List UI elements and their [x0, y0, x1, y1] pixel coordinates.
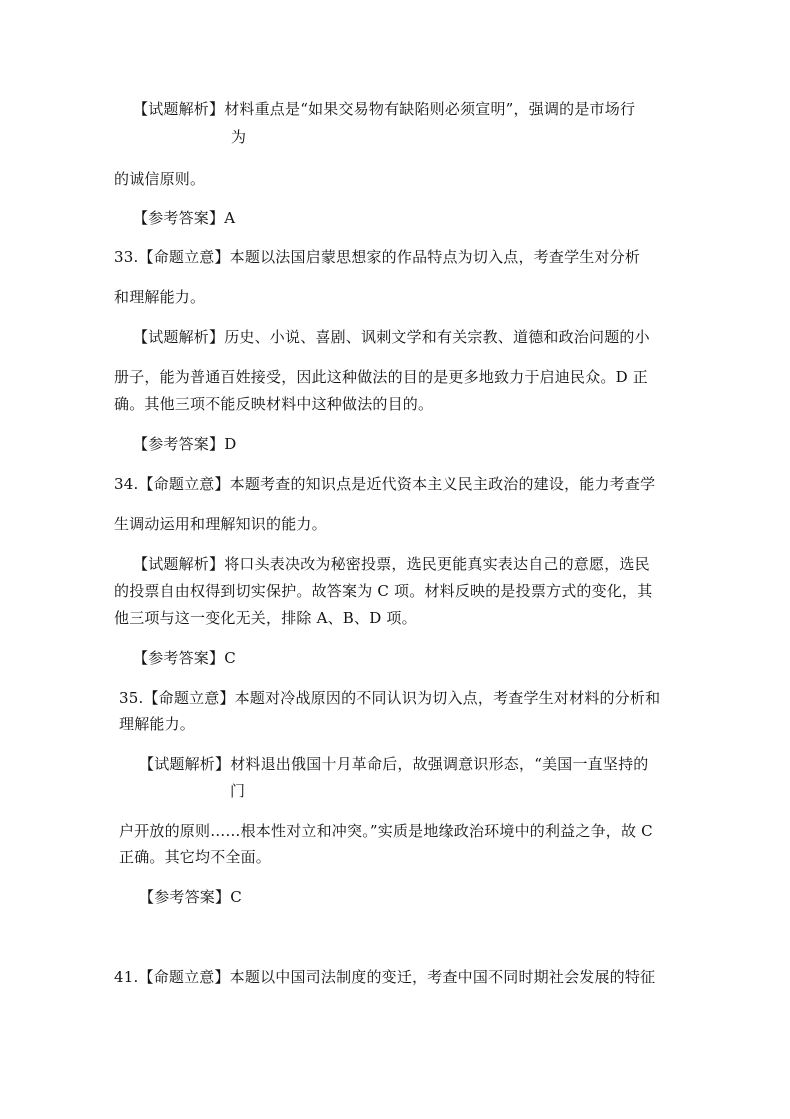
analysis-tag: 【试题解析】 — [139, 755, 231, 773]
intent-text: 理解能力。 — [119, 715, 196, 733]
analysis-text: 的投票自由权得到切实保护。故答案为 C 项。材料反映的是投票方式的变化，其 — [114, 582, 653, 600]
analysis-text: 户开放的原则……根本性对立和冲突。”实质是地缘政治环境中的利益之争，故 C — [119, 822, 653, 840]
answer-tag: 【参考答案】 — [133, 649, 225, 667]
q34-answer — [133, 647, 236, 670]
q34-intent-cont — [114, 513, 327, 536]
answer-value: C — [224, 649, 236, 667]
q33-analysis-cont1 — [114, 366, 648, 389]
intent-text: 本题对冷战原因的不同认识为切入点，考查学生对材料的分析和 — [234, 689, 661, 707]
intent-text: 本题以中国司法制度的变迁，考查中国不同时期社会发展的特征 — [229, 968, 656, 986]
question-number: 35. — [119, 689, 144, 707]
intent-tag: 【命题立意】 — [138, 475, 230, 493]
block-a-analysis-line — [133, 98, 635, 121]
analysis-text: 他三项与这一变化无关，排除 A、B、D 项。 — [114, 609, 417, 627]
q35-answer — [139, 886, 242, 909]
q33-intent-line — [114, 246, 640, 269]
analysis-text: 正确。其它均不全面。 — [119, 848, 272, 866]
intent-tag: 【命题立意】 — [138, 968, 230, 986]
analysis-text: 材料重点是“如果交易物有缺陷则必须宣明”，强调的是市场行 — [224, 100, 636, 118]
analysis-text: 材料退出俄国十月革命后，故强调意识形态，“美国一直坚持的 — [230, 755, 649, 773]
q35-analysis-wrap — [230, 780, 245, 803]
question-number: 41. — [114, 968, 139, 986]
intent-tag: 【命题立意】 — [138, 248, 230, 266]
block-a-answer — [133, 207, 235, 230]
analysis-text: 门 — [230, 782, 246, 800]
intent-text: 生调动运用和理解知识的能力。 — [114, 515, 327, 533]
intent-text: 本题以法国启蒙思想家的作品特点为切入点，考查学生对分析 — [229, 248, 641, 266]
analysis-text: 历史、小说、喜剧、讽刺文学和有关宗教、道德和政治问题的小 — [224, 328, 650, 346]
answer-tag: 【参考答案】 — [133, 435, 225, 453]
answer-value: A — [224, 209, 236, 227]
q35-analysis-line — [139, 753, 648, 776]
q34-analysis-cont1 — [114, 580, 652, 603]
block-a-analysis-cont — [114, 168, 205, 191]
answer-value: C — [230, 888, 242, 906]
analysis-tag: 【试题解析】 — [133, 328, 225, 346]
q33-analysis-cont2 — [114, 393, 433, 416]
analysis-text: 确。其他三项不能反映材料中这种做法的目的。 — [114, 395, 434, 413]
q34-intent-line — [114, 473, 655, 496]
intent-text: 和理解能力。 — [114, 288, 206, 306]
q34-analysis-cont2 — [114, 607, 417, 630]
answer-tag: 【参考答案】 — [133, 209, 225, 227]
q33-answer — [133, 433, 236, 456]
q35-analysis-cont2 — [119, 846, 271, 869]
answer-tag: 【参考答案】 — [139, 888, 231, 906]
q33-analysis-line — [133, 326, 650, 349]
question-number: 33. — [114, 248, 139, 266]
analysis-text: 将口头表决改为秘密投票，选民更能真实表达自己的意愿，选民 — [224, 555, 650, 573]
analysis-tag: 【试题解析】 — [133, 555, 225, 573]
question-number: 34. — [114, 475, 139, 493]
analysis-tag: 【试题解析】 — [133, 100, 225, 118]
analysis-text: 的诚信原则。 — [114, 170, 206, 188]
block-a-analysis-wrap — [231, 126, 246, 149]
q35-intent-line — [119, 687, 660, 710]
q35-analysis-cont1 — [119, 820, 653, 843]
q35-intent-cont — [119, 713, 195, 736]
answer-value: D — [224, 435, 237, 453]
analysis-text: 为 — [231, 128, 247, 146]
intent-tag: 【命题立意】 — [143, 689, 235, 707]
analysis-text: 册子，能为普通百姓接受，因此这种做法的目的是更多地致力于启迪民众。D 正 — [114, 368, 648, 386]
intent-text: 本题考查的知识点是近代资本主义民主政治的建设，能力考查学 — [229, 475, 656, 493]
q34-analysis-line — [133, 553, 650, 576]
q33-intent-cont — [114, 286, 205, 309]
q41-intent-line — [114, 966, 655, 989]
